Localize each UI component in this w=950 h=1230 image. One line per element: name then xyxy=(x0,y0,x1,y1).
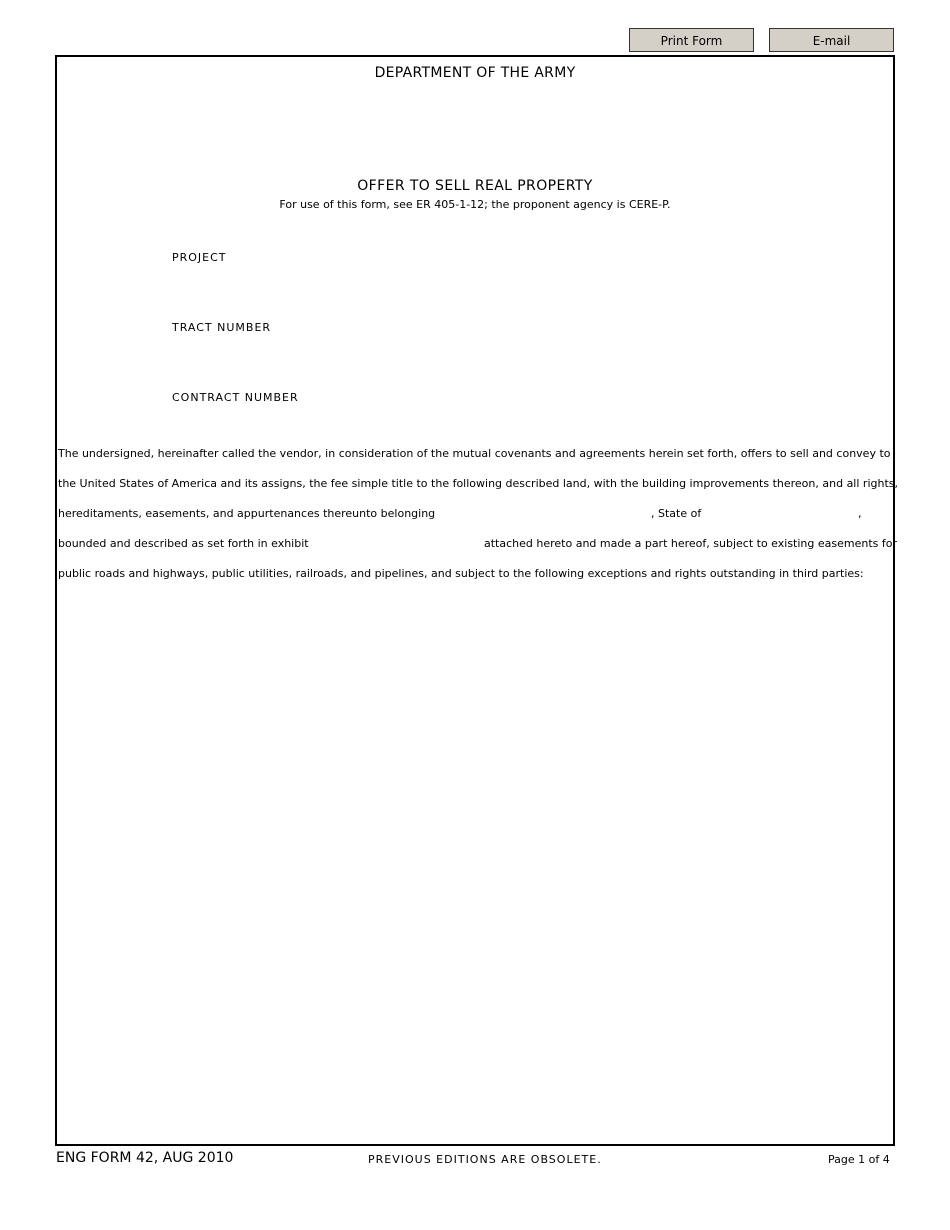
comma-text: , xyxy=(858,507,862,520)
attached-text: attached hereto and made a part hereof, subject to existing easements for xyxy=(484,537,897,550)
form-identifier: ENG FORM 42, AUG 2010 xyxy=(56,1150,234,1166)
state-of-label: , State of xyxy=(651,507,702,520)
tract-number-field[interactable] xyxy=(357,318,861,340)
offer-text-line-4: bounded and described as set forth in exhibit xyxy=(58,537,309,550)
department-heading: DEPARTMENT OF THE ARMY xyxy=(374,65,576,81)
offer-text-line-3: hereditaments, easements, and appurtenances thereunto belonging xyxy=(58,507,436,520)
offer-text-line-2: the United States of America and its assigns, the fee simple title to the following described land, with the building improvements thereon, and all rights, xyxy=(58,477,898,490)
exceptions-text-area[interactable] xyxy=(59,592,895,1141)
offer-text-line-5: public roads and highways, public utilities, railroads, and pipelines, and subject to the following exceptions and rights outstanding in third parties: xyxy=(58,567,864,580)
form-title: OFFER TO SELL REAL PROPERTY xyxy=(357,178,593,194)
print-form-button[interactable]: Print Form xyxy=(629,28,754,52)
form-subtitle: For use of this form, see ER 405-1-12; the proponent agency is CERE-P. xyxy=(279,198,671,211)
project-field[interactable] xyxy=(357,248,861,270)
obsolete-notice: PREVIOUS EDITIONS ARE OBSOLETE. xyxy=(368,1153,602,1166)
tract-number-label: TRACT NUMBER xyxy=(172,321,272,334)
property-location-field[interactable] xyxy=(434,506,650,526)
form-page xyxy=(55,55,898,1146)
contract-number-label: CONTRACT NUMBER xyxy=(172,391,299,404)
contract-number-field[interactable] xyxy=(357,388,861,410)
exhibit-field[interactable] xyxy=(310,536,484,556)
offer-text-line-1: The undersigned, hereinafter called the vendor, in consideration of the mutual covenants and agreements herein set forth, offers to sell and convey to xyxy=(58,447,891,460)
page-number: Page 1 of 4 xyxy=(828,1153,890,1166)
project-label: PROJECT xyxy=(172,251,227,264)
email-button[interactable]: E-mail xyxy=(769,28,894,52)
state-field[interactable] xyxy=(705,506,859,526)
